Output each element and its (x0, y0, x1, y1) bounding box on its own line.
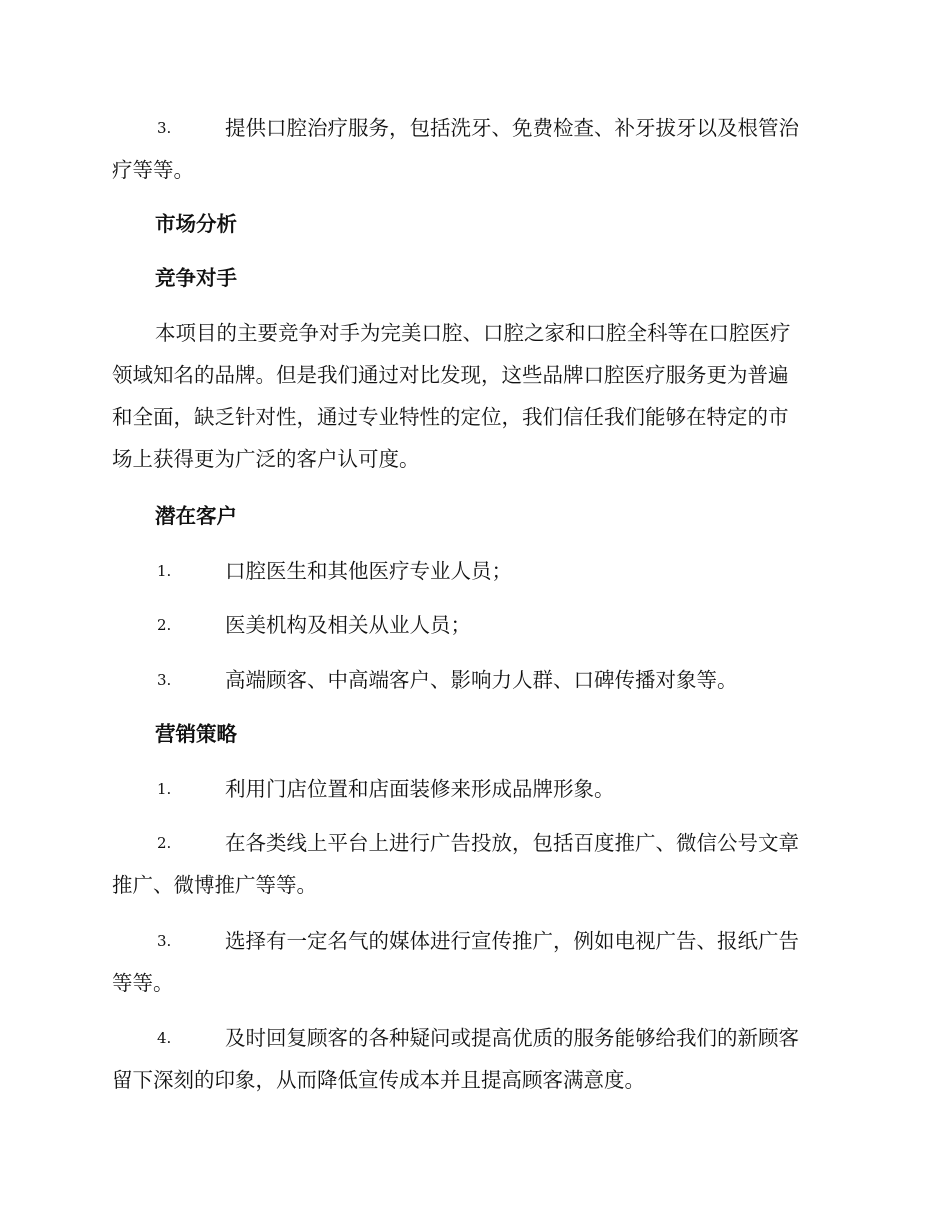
list-text-line: 在各类线上平台上进行广告投放，包括百度推广、微信公号文章 (225, 831, 799, 855)
customer-list-item (112, 659, 834, 701)
heading-competitors: 竞争对手 (155, 266, 237, 290)
list-number: 1. (157, 562, 172, 580)
list-text-line: 推广、微博推广等等。 (112, 873, 317, 897)
list-text-line: 提供口腔治疗服务，包括洗牙、免费检查、补牙拔牙以及根管治 (225, 116, 799, 140)
list-number: 2. (157, 834, 172, 852)
paragraph-line: 场上获得更为广泛的客户认可度。 (112, 447, 420, 471)
strategy-list-item (112, 1017, 834, 1101)
list-text-line: 及时回复顾客的各种疑问或提高优质的服务能够给我们的新顾客 (225, 1026, 799, 1050)
heading-marketing-strategy: 营销策略 (155, 722, 237, 746)
list-text-line: 利用门店位置和店面装修来形成品牌形象。 (225, 777, 615, 801)
list-text-line: 医美机构及相关从业人员； (225, 613, 471, 637)
customer-list-item (112, 604, 834, 646)
list-number: 3. (157, 119, 172, 137)
list-text-line: 留下深刻的印象，从而降低宣传成本并且提高顾客满意度。 (112, 1068, 645, 1092)
competitors-paragraph (112, 312, 834, 480)
list-number: 3. (157, 932, 172, 950)
strategy-list-item (112, 768, 834, 810)
service-list-item (112, 107, 834, 191)
heading-market-analysis: 市场分析 (155, 212, 237, 236)
list-number: 3. (157, 671, 172, 689)
strategy-list-item (112, 822, 834, 906)
list-number: 1. (157, 780, 172, 798)
list-text-line: 高端顾客、中高端客户、影响力人群、口碑传播对象等。 (225, 668, 738, 692)
list-number: 4. (157, 1029, 172, 1047)
paragraph-line: 领域知名的品牌。但是我们通过对比发现，这些品牌口腔医疗服务更为普遍 (112, 363, 789, 387)
paragraph-line: 和全面，缺乏针对性，通过专业特性的定位，我们信任我们能够在特定的市 (112, 405, 789, 429)
list-text-line: 等等。 (112, 971, 174, 995)
list-text-line: 疗等等。 (112, 158, 194, 182)
list-text-line: 选择有一定名气的媒体进行宣传推广，例如电视广告、报纸广告 (225, 929, 799, 953)
strategy-list-item (112, 920, 834, 1004)
customer-list-item (112, 550, 834, 592)
list-text-line: 口腔医生和其他医疗专业人员； (225, 559, 512, 583)
paragraph-line: 本项目的主要竞争对手为完美口腔、口腔之家和口腔全科等在口腔医疗 (155, 321, 791, 345)
list-number: 2. (157, 616, 172, 634)
heading-potential-customers: 潜在客户 (155, 504, 237, 528)
